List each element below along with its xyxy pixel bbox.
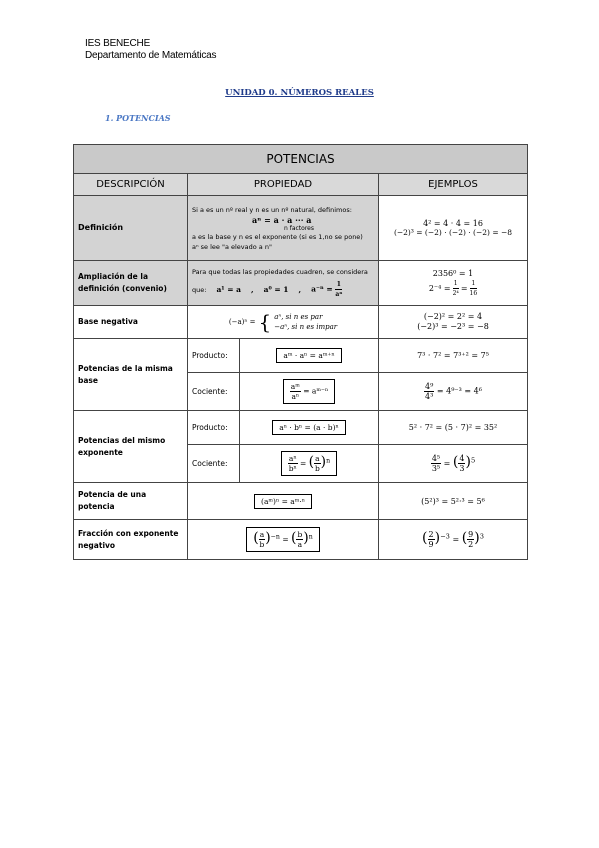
mismo-exponente-cociente-rhs-exp: n (326, 457, 331, 465)
base-negativa-examples (379, 306, 528, 339)
fraccion-lhs-num: a (259, 530, 265, 540)
mismo-exponente-producto-label: Producto: (188, 411, 240, 445)
misma-base-cociente-formula (283, 379, 335, 404)
ampliacion-line1: Para que todas las propiedades cuadren, se considera (192, 268, 368, 276)
misma-base-cociente-num: aᵐ (290, 382, 300, 391)
definition-line4: aⁿ se lee "a elevado a n" (192, 242, 272, 251)
row-label-definicion: Definición (74, 196, 188, 261)
fraccion-rhs-num: b (297, 530, 303, 540)
ampliacion-cell: Para que todas las propiedades cuadren, se considera que: a¹ = a , a⁰ = 1 , a⁻ⁿ = $\frac{1}{\text{aⁿ}}$ (188, 261, 379, 306)
misma-base-cociente-ex-den: 4³ (425, 392, 434, 401)
table-row (74, 411, 528, 445)
definition-factores: n factores (284, 224, 314, 232)
misma-base-cociente-rhs: = aᵐ⁻ⁿ (303, 386, 329, 396)
definition-line3: a es la base y n es el exponente (si es 1,no se pone) (192, 232, 363, 241)
mismo-exponente-cociente-rhs-den: b (314, 464, 320, 474)
table-row (74, 520, 528, 560)
row-label-misma-base: Potencias de la misma base (74, 339, 188, 411)
base-negativa-lhs: (−a)ⁿ = (228, 318, 256, 326)
table-row (74, 261, 528, 306)
base-negativa-case2: −aⁿ, si n es impar (274, 323, 338, 331)
fraccion-ex-num2: 9 (468, 530, 474, 540)
ampliacion-frac-den: aⁿ (335, 291, 343, 298)
ampliacion-example-2: 2⁻⁴ = (428, 283, 451, 293)
ampliacion-formula-1: a¹ = a (216, 284, 241, 294)
row-label-mismo-exponente: Potencias del mismo exponente (74, 411, 188, 483)
fraccion-example: ( $\frac{2}{9}$ )$^{-3}$ = ( $\frac{9}{2}$ )$^3$ (379, 520, 528, 560)
mismo-exponente-cociente-ex-rhs-exp: 5 (470, 456, 476, 465)
misma-base-cociente-ex-rhs: = 4⁹⁻³ = 4⁶ (436, 386, 482, 396)
ampliacion-ex-den1: 2⁴ (452, 289, 459, 297)
mismo-exponente-cociente-ex-rhs-den: 3 (459, 464, 465, 474)
mismo-exponente-cociente-example: $\frac{\text{4⁵}}{\text{3⁵}}$ = ( $\frac{4}{3}$ )$^5$ (379, 445, 528, 483)
table-row (74, 306, 528, 339)
ampliacion-ex-num2: 1 (471, 279, 476, 287)
department-name: Departamento de Matemáticas (85, 50, 217, 61)
mismo-exponente-cociente-num: aⁿ (288, 454, 297, 464)
table-title: POTENCIAS (74, 145, 528, 174)
fraccion-rhs-exp: n (308, 533, 313, 541)
fraccion-rhs-den: a (297, 540, 303, 550)
ampliacion-que: que: (192, 285, 207, 294)
mismo-exponente-producto-example: 5² · 7² = (5 · 7)² = 35² (379, 411, 528, 445)
misma-base-cociente-label: Cociente: (188, 373, 240, 411)
base-negativa-formula: (−a)ⁿ = { aⁿ, si n es par −aⁿ, si n es impar (188, 306, 379, 339)
mismo-exponente-cociente-den: bⁿ (288, 464, 297, 474)
mismo-exponente-cociente-ex-den: 3⁵ (431, 464, 441, 474)
ampliacion-ex-num1: 1 (453, 279, 458, 287)
school-name: IES BENECHE (85, 38, 151, 49)
header-propiedad: PROPIEDAD (188, 174, 379, 196)
fraccion-ex-exp2: 3 (479, 532, 484, 541)
ampliacion-examples (379, 261, 528, 306)
table-row (74, 196, 528, 261)
mismo-exponente-cociente-ex-num: 4⁵ (431, 454, 441, 464)
definition-examples (379, 196, 528, 261)
definition-line1: Si a es un nº real y n es un nº natural, definimos: (192, 205, 352, 214)
row-label-base-negativa: Base negativa (74, 306, 188, 339)
misma-base-cociente-den: aⁿ (291, 392, 300, 401)
ampliacion-ex-den2: 16 (469, 289, 478, 297)
mismo-exponente-cociente-label: Cociente: (188, 445, 240, 483)
definition-example-2: (−2)³ = (−2) · (−2) · (−2) = −8 (393, 228, 513, 237)
mismo-exponente-cociente-rhs-num: a (315, 454, 320, 464)
mismo-exponente-producto-formula: aⁿ · bⁿ = (a · b)ⁿ (272, 420, 346, 435)
definition-example-1: 4² = 4 · 4 = 16 (423, 219, 483, 228)
base-negativa-case1: aⁿ, si n es par (274, 313, 323, 321)
fraccion-formula: ( $\frac{a}{b}$ )$^{-n}$ = ( $\frac{b}{a}$ )$^n$ (246, 527, 320, 553)
fraccion-ex-exp1: −3 (440, 532, 450, 541)
ampliacion-example-1: 2356⁰ = 1 (432, 268, 474, 278)
header-ejemplos: EJEMPLOS (379, 174, 528, 196)
ampliacion-formula-3: a⁻ⁿ = (311, 284, 333, 294)
row-label-potencia-potencia: Potencia de una potencia (74, 483, 188, 520)
ampliacion-ex-eq: = (460, 283, 468, 293)
misma-base-cociente-example (379, 373, 528, 411)
ampliacion-formula-2: a⁰ = 1 (263, 284, 289, 294)
fraccion-ex-num1: 2 (428, 530, 434, 540)
misma-base-producto-label: Producto: (188, 339, 240, 373)
definition-formula: aⁿ = a · a ··· a (252, 214, 312, 225)
row-label-ampliacion: Ampliación de la definición (convenio) (74, 261, 188, 306)
row-label-fraccion: Fracción con exponente negativo (74, 520, 188, 560)
misma-base-cociente-ex-num: 4⁹ (425, 382, 434, 391)
definition-cell (188, 196, 379, 261)
potencia-potencia-example: (5²)³ = 5²·³ = 5⁶ (379, 483, 528, 520)
fraccion-lhs-den: b (259, 540, 265, 550)
section-title: 1. POTENCIAS (105, 113, 171, 123)
mismo-exponente-cociente-formula: $\frac{\text{aⁿ}}{\text{bⁿ}}$ = ( $\frac{a}{b}$ )$^n$ (281, 451, 337, 477)
potencia-potencia-formula: (aᵐ)ⁿ = aᵐ·ⁿ (254, 494, 312, 509)
mismo-exponente-cociente-ex-rhs-num: 4 (459, 454, 465, 464)
fraccion-ex-den2: 2 (468, 540, 474, 550)
table-row (74, 339, 528, 373)
misma-base-producto-formula: aᵐ · aⁿ = aᵐ⁺ⁿ (276, 348, 341, 363)
base-negativa-example-2: (−2)³ = −2³ = −8 (417, 322, 489, 331)
table-row (74, 483, 528, 520)
powers-table (73, 144, 528, 560)
misma-base-producto-example: 7³ · 7² = 7³⁺² = 7⁵ (379, 339, 528, 373)
fraccion-ex-den1: 9 (428, 540, 434, 550)
unit-title: UNIDAD 0. NÚMEROS REALES (225, 88, 374, 98)
ampliacion-frac-num: 1 (336, 281, 341, 288)
base-negativa-example-1: (−2)² = 2² = 4 (423, 312, 483, 321)
header-descripcion: DESCRIPCIÓN (74, 174, 188, 196)
fraccion-lhs-exp: −n (270, 533, 280, 541)
